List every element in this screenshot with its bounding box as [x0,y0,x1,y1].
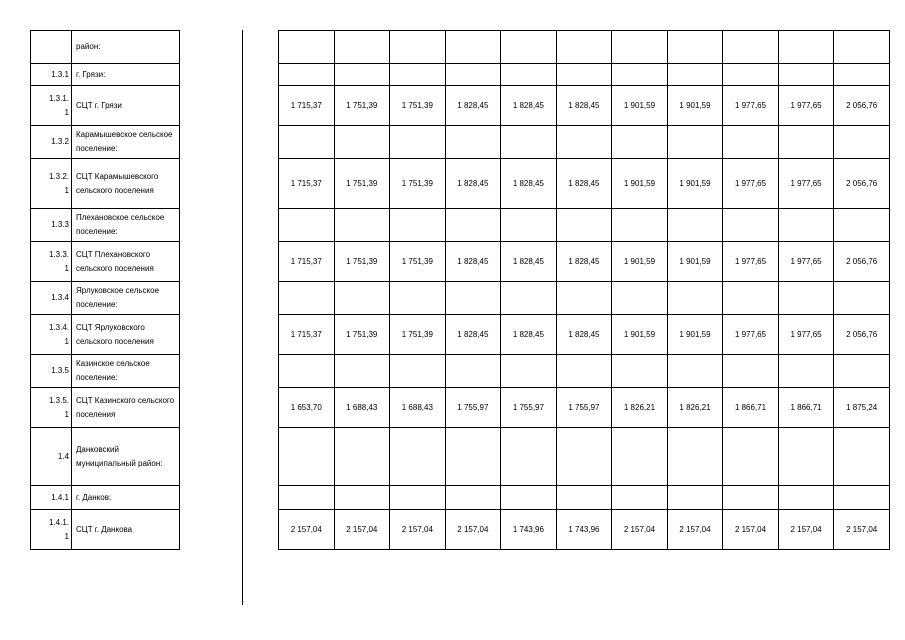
value-cell: 1 751,39 [334,315,390,355]
value-cell [556,282,612,315]
value-row [279,86,890,126]
value-cell [334,486,390,510]
row-number: 1.3.4. 1 [31,315,72,355]
value-cell: 2 157,04 [390,510,446,550]
value-cell: 1 751,39 [334,159,390,209]
value-cell [501,282,557,315]
value-cell [390,355,446,388]
value-cell [667,126,723,159]
value-cell: 1 901,59 [612,242,668,282]
value-cell [279,209,335,242]
row-number: 1.3.2. 1 [31,159,72,209]
value-cell [834,282,890,315]
row-number: 1.3.5 [31,355,72,388]
value-cell [445,209,501,242]
left-label-table [30,30,180,550]
value-row [279,486,890,510]
value-cell [834,126,890,159]
value-cell [612,31,668,64]
value-cell [723,282,779,315]
value-cell [334,126,390,159]
value-cell: 1 755,97 [556,388,612,428]
value-cell [667,209,723,242]
value-cell [556,486,612,510]
value-cell [445,31,501,64]
value-cell [556,126,612,159]
row-number: 1.4.1. 1 [31,510,72,550]
value-cell: 1 751,39 [334,86,390,126]
value-cell [612,126,668,159]
row-name: Ярлуковское сельское поселение: [72,282,180,315]
value-cell [667,31,723,64]
value-cell [667,64,723,86]
value-cell: 2 157,04 [667,510,723,550]
value-cell [279,126,335,159]
row-number [31,31,72,64]
value-cell: 1 977,65 [778,242,834,282]
value-cell [612,355,668,388]
row-name: г. Данков: [72,486,180,510]
value-cell: 1 866,71 [778,388,834,428]
value-cell: 1 901,59 [612,315,668,355]
value-cell: 1 828,45 [501,242,557,282]
row-name: Плехановское сельское поселение: [72,209,180,242]
row-name: СЦТ г. Грязи [72,86,180,126]
value-cell [723,428,779,486]
value-cell [556,209,612,242]
value-cell [501,428,557,486]
value-row [279,126,890,159]
table-row [31,282,180,315]
value-cell [723,64,779,86]
row-name: СЦТ Казинского сельского поселения [72,388,180,428]
value-cell [834,209,890,242]
value-cell [834,486,890,510]
value-cell [390,64,446,86]
value-cell [612,486,668,510]
table-row [31,126,180,159]
table-row [31,388,180,428]
value-cell: 1 977,65 [778,315,834,355]
value-cell: 1 828,45 [445,242,501,282]
row-name: Данковский муниципальный район: [72,428,180,486]
value-cell: 1 688,43 [334,388,390,428]
value-cell [667,355,723,388]
value-cell: 2 056,76 [834,159,890,209]
value-cell [501,126,557,159]
value-cell [778,355,834,388]
value-cell: 1 828,45 [445,86,501,126]
value-cell: 1 977,65 [723,159,779,209]
value-row [279,315,890,355]
row-name: г. Грязи: [72,64,180,86]
value-row [279,355,890,388]
value-cell: 1 875,24 [834,388,890,428]
value-cell: 1 751,39 [334,242,390,282]
value-cell [501,355,557,388]
table-row [31,510,180,550]
value-cell: 1 751,39 [390,86,446,126]
value-cell [834,64,890,86]
value-cell [612,282,668,315]
value-cell [778,486,834,510]
value-cell: 1 977,65 [723,242,779,282]
value-cell [556,355,612,388]
value-cell [390,486,446,510]
value-cell: 2 157,04 [778,510,834,550]
value-cell [556,31,612,64]
row-number: 1.3.1 [31,64,72,86]
value-cell [667,486,723,510]
value-cell: 1 826,21 [612,388,668,428]
value-cell: 1 977,65 [778,86,834,126]
value-cell [334,209,390,242]
value-cell [445,355,501,388]
value-cell: 2 157,04 [334,510,390,550]
tariff-values-table [278,30,890,550]
value-cell [667,428,723,486]
row-name: СЦТ г. Данкова [72,510,180,550]
value-cell: 1 743,96 [501,510,557,550]
value-cell [390,428,446,486]
value-cell: 1 751,39 [390,159,446,209]
value-row [279,428,890,486]
value-cell: 2 056,76 [834,315,890,355]
value-cell [501,64,557,86]
value-row [279,242,890,282]
value-cell [390,209,446,242]
value-cell: 1 901,59 [667,86,723,126]
value-cell: 1 866,71 [723,388,779,428]
value-cell [556,428,612,486]
table-row [31,209,180,242]
value-cell: 2 157,04 [445,510,501,550]
value-cell: 1 715,37 [279,315,335,355]
table-row [31,31,180,64]
value-cell [723,126,779,159]
value-cell: 1 901,59 [667,242,723,282]
value-cell: 2 056,76 [834,242,890,282]
value-cell [445,282,501,315]
value-cell: 1 826,21 [667,388,723,428]
value-cell: 1 977,65 [723,315,779,355]
value-row [279,388,890,428]
value-cell: 1 828,45 [501,159,557,209]
value-cell [445,126,501,159]
row-number: 1.3.1. 1 [31,86,72,126]
value-row [279,510,890,550]
value-cell: 1 901,59 [667,315,723,355]
table-row [31,242,180,282]
value-cell: 1 751,39 [390,242,446,282]
value-cell [501,486,557,510]
value-cell: 1 828,45 [556,159,612,209]
value-cell [501,209,557,242]
value-cell: 2 157,04 [834,510,890,550]
value-cell [612,209,668,242]
column-divider [242,30,243,605]
value-cell: 2 157,04 [279,510,335,550]
value-row [279,282,890,315]
value-cell [778,126,834,159]
row-number: 1.3.3 [31,209,72,242]
value-cell: 1 828,45 [556,86,612,126]
value-cell [390,282,446,315]
value-cell [778,31,834,64]
value-cell [279,282,335,315]
value-cell [445,486,501,510]
value-cell: 1 755,97 [445,388,501,428]
value-cell: 1 715,37 [279,159,335,209]
row-name: СЦТ Плехановского сельского поселения [72,242,180,282]
value-cell [778,282,834,315]
value-cell: 1 828,45 [501,315,557,355]
value-cell: 1 828,45 [501,86,557,126]
value-cell [279,31,335,64]
table-row [31,86,180,126]
value-cell: 1 828,45 [445,159,501,209]
row-number: 1.3.5. 1 [31,388,72,428]
value-cell [390,31,446,64]
value-cell: 2 056,76 [834,86,890,126]
value-cell: 1 755,97 [501,388,557,428]
value-cell: 1 715,37 [279,86,335,126]
value-cell [334,428,390,486]
value-row [279,31,890,64]
row-number: 1.3.2 [31,126,72,159]
value-cell [723,355,779,388]
table-row [31,355,180,388]
value-cell: 2 157,04 [723,510,779,550]
table-row [31,315,180,355]
value-cell [723,486,779,510]
value-cell: 1 828,45 [556,242,612,282]
value-cell: 1 743,96 [556,510,612,550]
value-cell [834,428,890,486]
value-row [279,159,890,209]
value-cell: 1 977,65 [778,159,834,209]
value-cell [445,428,501,486]
value-cell [334,355,390,388]
row-number: 1.3.4 [31,282,72,315]
value-cell [723,31,779,64]
value-cell [778,209,834,242]
value-cell [723,209,779,242]
value-cell: 1 828,45 [556,315,612,355]
value-cell [334,31,390,64]
value-cell [390,126,446,159]
value-cell [445,64,501,86]
value-cell [334,282,390,315]
value-cell [834,31,890,64]
table-row [31,428,180,486]
value-cell [501,31,557,64]
row-number: 1.4.1 [31,486,72,510]
value-cell: 1 653,70 [279,388,335,428]
row-name: СЦТ Карамышевского сельского поселения [72,159,180,209]
value-cell [279,428,335,486]
value-cell: 1 715,37 [279,242,335,282]
value-cell [834,355,890,388]
value-cell [556,64,612,86]
value-row [279,209,890,242]
value-cell: 1 977,65 [723,86,779,126]
row-number: 1.3.3. 1 [31,242,72,282]
value-cell [667,282,723,315]
row-number: 1.4 [31,428,72,486]
value-cell [612,64,668,86]
row-name: район: [72,31,180,64]
table-row [31,159,180,209]
row-name: Карамышевское сельское поселение: [72,126,180,159]
value-cell [279,64,335,86]
value-cell [334,64,390,86]
value-cell: 2 157,04 [612,510,668,550]
value-row [279,64,890,86]
value-cell [778,428,834,486]
value-cell [279,486,335,510]
value-cell: 1 901,59 [667,159,723,209]
value-cell: 1 828,45 [445,315,501,355]
value-cell [279,355,335,388]
value-cell: 1 688,43 [390,388,446,428]
value-cell: 1 901,59 [612,159,668,209]
value-cell [778,64,834,86]
table-row [31,486,180,510]
table-row [31,64,180,86]
row-name: СЦТ Ярлуковского сельского поселения [72,315,180,355]
value-cell [612,428,668,486]
value-cell: 1 901,59 [612,86,668,126]
value-cell: 1 751,39 [390,315,446,355]
row-name: Казинское сельское поселение: [72,355,180,388]
